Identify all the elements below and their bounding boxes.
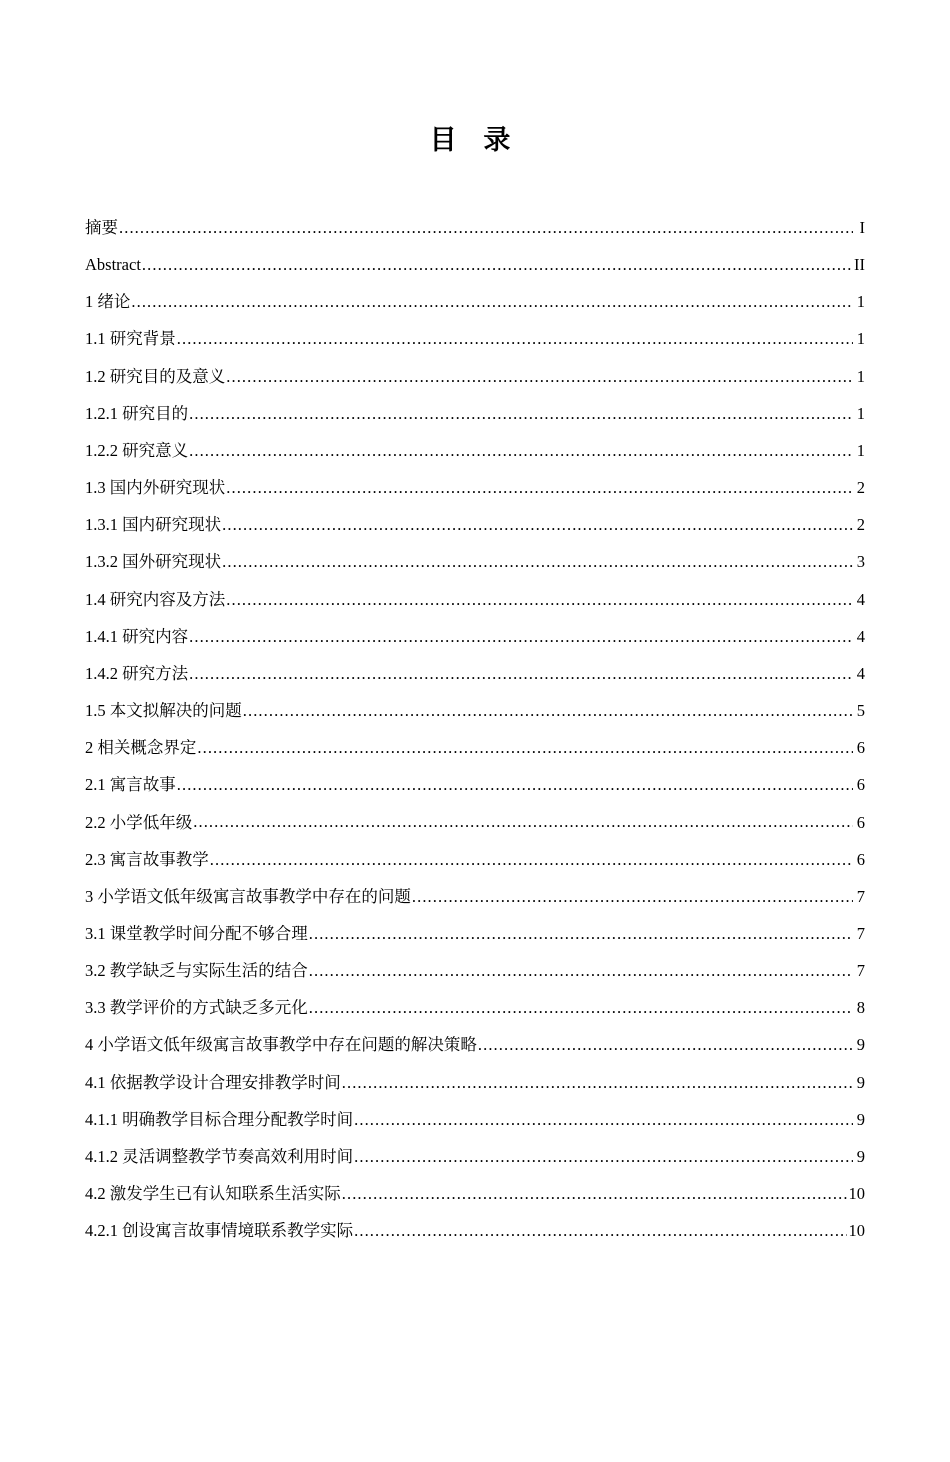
toc-leader-dots: [189, 667, 853, 681]
toc-leader-dots: [342, 1187, 847, 1201]
toc-leader-dots: [177, 332, 853, 346]
toc-leader-dots: [177, 778, 853, 792]
toc-entry-label: 4.1.2 灵活调整教学节奏高效利用时间: [85, 1146, 354, 1166]
toc-leader-dots: [189, 407, 853, 421]
toc-entry-page: 6: [856, 812, 865, 832]
toc-leader-dots: [142, 258, 852, 272]
toc-entry-label: 1.2 研究目的及意义: [85, 366, 226, 386]
toc-entry[interactable]: [85, 293, 865, 312]
toc-entry[interactable]: [85, 1036, 865, 1055]
toc-entry-label: 2.2 小学低年级: [85, 812, 193, 832]
toc-leader-dots: [189, 444, 853, 458]
toc-entry-label: 3.2 教学缺乏与实际生活的结合: [85, 961, 308, 981]
toc-entry[interactable]: [85, 516, 865, 535]
toc-leader-dots: [309, 964, 853, 978]
toc-entry[interactable]: [85, 591, 865, 610]
toc-entry-label: 3.1 课堂教学时间分配不够合理: [85, 923, 308, 943]
toc-entry-label: 1.3 国内外研究现状: [85, 478, 226, 498]
toc-leader-dots: [193, 815, 853, 829]
toc-entry[interactable]: [85, 330, 865, 349]
toc-entry[interactable]: [85, 962, 865, 981]
toc-leader-dots: [243, 704, 853, 718]
toc-leader-dots: [222, 518, 853, 532]
toc-entry-label: 4.2.1 创设寓言故事情境联系教学实际: [85, 1221, 354, 1241]
toc-entry-page: 4: [856, 626, 865, 646]
toc-leader-dots: [226, 370, 853, 384]
toc-entry-page: 5: [856, 701, 865, 721]
toc-leader-dots: [354, 1150, 853, 1164]
toc-entry[interactable]: [85, 1111, 865, 1130]
toc-entry[interactable]: [85, 925, 865, 944]
toc-leader-dots: [197, 741, 853, 755]
toc-entry-label: 1.1 研究背景: [85, 329, 176, 349]
toc-entry-page: 4: [856, 663, 865, 683]
toc-entry[interactable]: [85, 814, 865, 833]
toc-entry-label: 1.2.1 研究目的: [85, 403, 189, 423]
toc-leader-dots: [309, 927, 853, 941]
toc-leader-dots: [412, 890, 853, 904]
toc-entry-page: 1: [856, 440, 865, 460]
toc-entry[interactable]: [85, 1222, 865, 1241]
toc-entry-page: 10: [848, 1221, 865, 1241]
toc-leader-dots: [354, 1113, 853, 1127]
toc-entry[interactable]: [85, 888, 865, 907]
toc-entry[interactable]: [85, 553, 865, 572]
toc-leader-dots: [354, 1224, 846, 1238]
toc-entry-page: 7: [856, 923, 865, 943]
toc-entry-page: 3: [856, 552, 865, 572]
toc-entry[interactable]: [85, 1185, 865, 1204]
toc-entry-page: 7: [856, 886, 865, 906]
toc-entry-label: 1.4.1 研究内容: [85, 626, 189, 646]
toc-leader-dots: [226, 593, 853, 607]
toc-entry-label: 1.4 研究内容及方法: [85, 589, 226, 609]
toc-entry[interactable]: [85, 1074, 865, 1093]
toc-entry[interactable]: [85, 479, 865, 498]
table-of-contents: [85, 219, 865, 1241]
toc-leader-dots: [226, 481, 853, 495]
toc-entry-label: 2.3 寓言故事教学: [85, 849, 209, 869]
toc-entry[interactable]: [85, 851, 865, 870]
toc-entry-label: 1 绪论: [85, 292, 131, 312]
toc-entry[interactable]: [85, 405, 865, 424]
toc-entry-label: 1.2.2 研究意义: [85, 440, 189, 460]
toc-entry-page: 4: [856, 589, 865, 609]
toc-leader-dots: [210, 853, 853, 867]
toc-leader-dots: [119, 221, 853, 235]
toc-entry-label: 4.1 依据教学设计合理安排教学时间: [85, 1072, 341, 1092]
toc-entry-label: 2.1 寓言故事: [85, 775, 176, 795]
toc-entry-page: 2: [856, 515, 865, 535]
toc-entry-page: 6: [856, 849, 865, 869]
toc-entry-label: 1.5 本文拟解决的问题: [85, 701, 242, 721]
toc-entry-page: 10: [848, 1184, 865, 1204]
toc-entry-page: 9: [856, 1035, 865, 1055]
toc-entry-label: 4.1.1 明确教学目标合理分配教学时间: [85, 1109, 354, 1129]
toc-entry-page: 1: [856, 403, 865, 423]
toc-entry-label: 4.2 激发学生已有认知联系生活实际: [85, 1184, 341, 1204]
toc-entry-page: 1: [856, 366, 865, 386]
toc-entry-label: 1.4.2 研究方法: [85, 663, 189, 683]
toc-entry-label: 1.3.2 国外研究现状: [85, 552, 222, 572]
toc-entry[interactable]: [85, 256, 865, 275]
toc-entry-page: 8: [856, 998, 865, 1018]
toc-leader-dots: [342, 1076, 853, 1090]
toc-entry-page: 7: [856, 961, 865, 981]
toc-entry-label: 3 小学语文低年级寓言故事教学中存在的问题: [85, 886, 411, 906]
toc-entry-label: Abstract: [85, 255, 141, 275]
toc-entry[interactable]: [85, 442, 865, 461]
toc-entry[interactable]: [85, 219, 865, 238]
toc-entry-page: 6: [856, 738, 865, 758]
toc-leader-dots: [131, 295, 853, 309]
toc-entry-page: II: [854, 255, 865, 275]
toc-entry-label: 摘要: [85, 218, 118, 237]
toc-leader-dots: [309, 1001, 853, 1015]
toc-entry-label: 2 相关概念界定: [85, 738, 197, 758]
toc-entry[interactable]: [85, 702, 865, 721]
toc-entry-page: 9: [856, 1109, 865, 1129]
toc-leader-dots: [189, 630, 853, 644]
toc-entry-page: 2: [856, 478, 865, 498]
toc-leader-dots: [222, 555, 853, 569]
page-title: 目 录: [429, 125, 521, 155]
toc-entry[interactable]: [85, 739, 865, 758]
toc-entry-label: 4 小学语文低年级寓言故事教学中存在问题的解决策略: [85, 1035, 477, 1055]
toc-entry[interactable]: [85, 1148, 865, 1167]
toc-entry-page: 1: [856, 292, 865, 312]
document-page: [0, 118, 950, 1462]
toc-entry[interactable]: [85, 628, 865, 647]
toc-entry-page: 9: [856, 1146, 865, 1166]
toc-entry-page: I: [859, 218, 865, 237]
toc-entry[interactable]: [85, 665, 865, 684]
toc-entry-page: 9: [856, 1072, 865, 1092]
toc-entry[interactable]: [85, 999, 865, 1018]
toc-entry[interactable]: [85, 776, 865, 795]
toc-entry[interactable]: [85, 368, 865, 387]
toc-entry-page: 1: [856, 329, 865, 349]
toc-leader-dots: [478, 1038, 853, 1052]
toc-entry-label: 3.3 教学评价的方式缺乏多元化: [85, 998, 308, 1018]
toc-entry-label: 1.3.1 国内研究现状: [85, 515, 222, 535]
toc-entry-page: 6: [856, 775, 865, 795]
